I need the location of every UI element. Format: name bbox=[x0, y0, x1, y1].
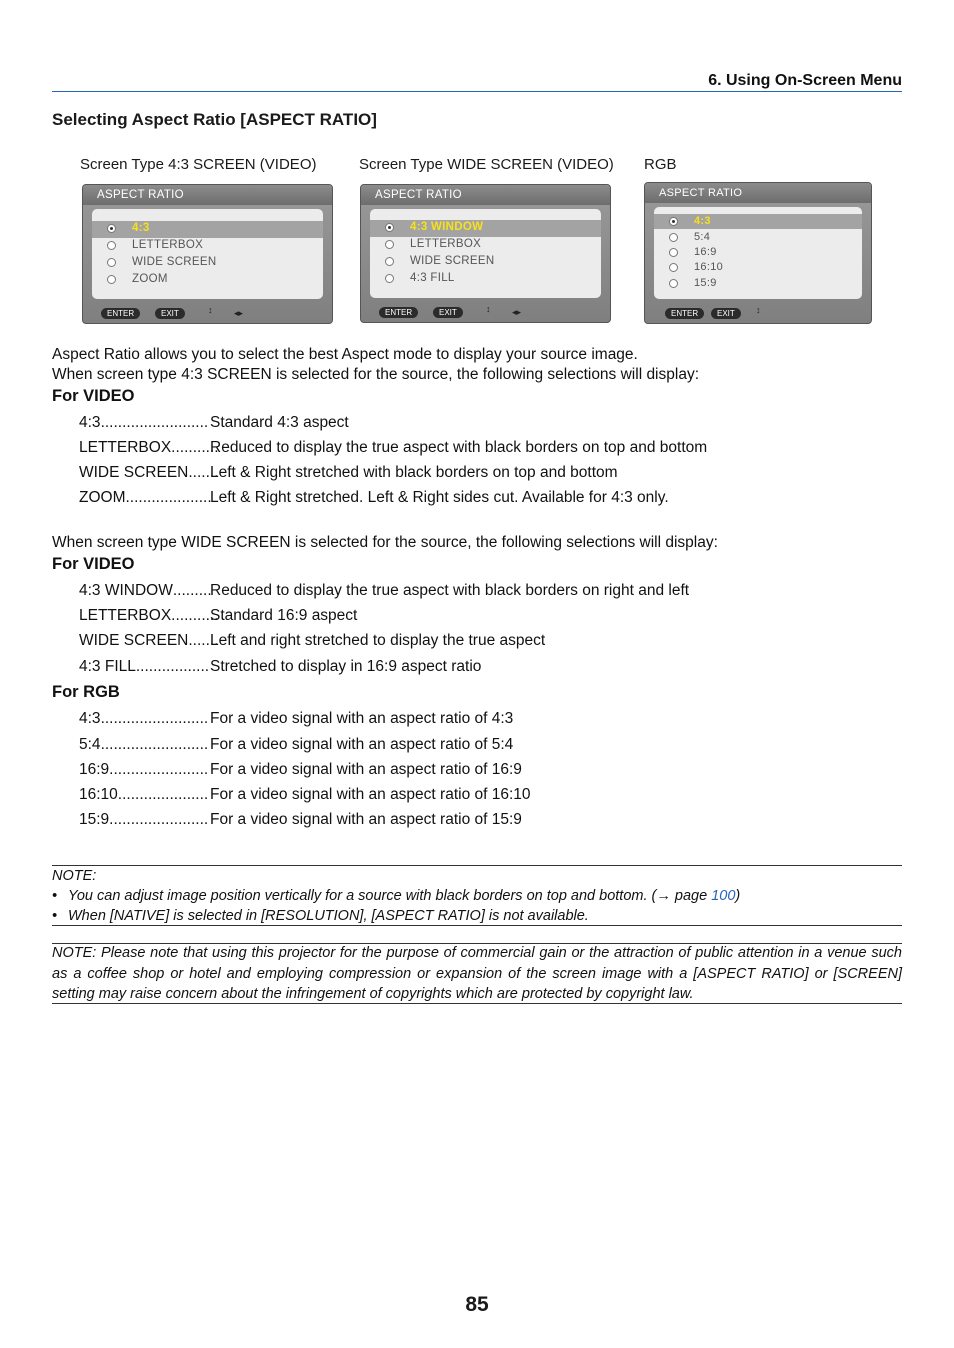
exit-button[interactable]: EXIT bbox=[433, 307, 463, 318]
intro-text: Aspect Ratio allows you to select the best Aspect mode to display your source image. bbox=[52, 346, 638, 363]
radio-icon bbox=[107, 224, 116, 233]
caption-43-screen: Screen Type 4:3 SCREEN (VIDEO) bbox=[80, 156, 317, 173]
osd-option[interactable]: LETTERBOX bbox=[370, 237, 601, 254]
osd-option[interactable]: 4:3 FILL bbox=[370, 271, 601, 288]
osd-footer bbox=[645, 305, 871, 323]
radio-icon bbox=[107, 275, 116, 284]
osd-menu-wide-screen bbox=[360, 184, 611, 323]
note2-bottom-rule bbox=[52, 1003, 902, 1004]
definition-item: 4:3 FILL................. Stretched to display in 16:9 aspect ratio bbox=[79, 658, 482, 675]
definition-item: 4:3......................... Standard 4:3 aspect bbox=[79, 414, 349, 431]
definition-item: 4:3 WINDOW......... Reduced to display the true aspect with black borders on right and left bbox=[79, 582, 690, 599]
osd-option[interactable]: 5:4 bbox=[654, 230, 862, 245]
definition-item: WIDE SCREEN....... Left and right stretched to display the true aspect bbox=[79, 632, 546, 649]
osd-menu-43-screen bbox=[82, 184, 333, 324]
definition-item: LETTERBOX........... Standard 16:9 aspect bbox=[79, 607, 358, 624]
definition-item: 5:4......................... For a video signal with an aspect ratio of 5:4 bbox=[79, 736, 514, 753]
updown-arrows-icon: ↕ bbox=[208, 305, 213, 315]
osd-option[interactable]: 4:3 bbox=[654, 214, 862, 229]
osd-option[interactable]: WIDE SCREEN bbox=[370, 254, 601, 271]
osd-option[interactable]: WIDE SCREEN bbox=[92, 255, 323, 272]
note-item: • You can adjust image position vertically for a source with black borders on top and bottom. (→ page 100) bbox=[52, 888, 741, 904]
definition-item: 16:10..................... For a video signal with an aspect ratio of 16:10 bbox=[79, 786, 531, 803]
osd-menu-rgb bbox=[644, 182, 872, 324]
radio-icon bbox=[385, 223, 394, 232]
osd-list bbox=[92, 209, 323, 299]
leftright-arrows-icon: ◂▸ bbox=[512, 307, 522, 317]
osd-title: ASPECT RATIO bbox=[83, 185, 332, 205]
osd-footer bbox=[361, 304, 610, 322]
page-number: 85 bbox=[465, 1293, 489, 1316]
enter-button[interactable]: ENTER bbox=[665, 308, 704, 319]
subheading-video: For VIDEO bbox=[52, 555, 135, 573]
definition-item: 15:9....................... For a video signal with an aspect ratio of 15:9 bbox=[79, 811, 522, 828]
definition-item: ZOOM.................... Left & Right stretched. Left & Right sides cut. Available for 4:3 only. bbox=[79, 489, 669, 506]
osd-option[interactable]: 4:3 bbox=[92, 221, 323, 238]
subheading-video: For VIDEO bbox=[52, 387, 135, 405]
note-item: • When [NATIVE] is selected in [RESOLUTION], [ASPECT RATIO] is not available. bbox=[52, 908, 589, 924]
definition-item: LETTERBOX........... Reduced to display the true aspect with black borders on top and bottom bbox=[79, 439, 708, 456]
note-label: NOTE: bbox=[52, 868, 97, 884]
radio-icon bbox=[107, 241, 116, 250]
osd-footer bbox=[83, 305, 332, 323]
exit-button[interactable]: EXIT bbox=[155, 308, 185, 319]
osd-option[interactable]: 16:10 bbox=[654, 260, 862, 275]
radio-icon bbox=[669, 263, 678, 272]
caption-wide-screen: Screen Type WIDE SCREEN (VIDEO) bbox=[359, 156, 614, 173]
header-rule bbox=[52, 91, 902, 92]
radio-icon bbox=[107, 258, 116, 267]
definition-item: 16:9....................... For a video signal with an aspect ratio of 16:9 bbox=[79, 761, 522, 778]
subheading-rgb: For RGB bbox=[52, 683, 120, 701]
radio-icon bbox=[385, 274, 394, 283]
radio-icon bbox=[669, 217, 678, 226]
page-link[interactable]: 100 bbox=[711, 888, 736, 904]
wide-intro-text: When screen type WIDE SCREEN is selected for the source, the following selections will display: bbox=[52, 534, 718, 551]
osd-option[interactable]: LETTERBOX bbox=[92, 238, 323, 255]
updown-arrows-icon: ↕ bbox=[486, 304, 491, 314]
enter-button[interactable]: ENTER bbox=[101, 308, 140, 319]
osd-option[interactable]: ZOOM bbox=[92, 272, 323, 289]
copyright-note: NOTE: Please note that using this projector for the purpose of commercial gain or the attraction of public attention in a venue such as a coffee shop or hotel and employing compression or expansion of the screen image with a [ASPECT RATIO] or [SCREEN] setting may raise concern about the infringement of copyrights which are protected by copyright law. bbox=[52, 945, 902, 1002]
updown-arrows-icon: ↕ bbox=[756, 305, 761, 315]
note-block bbox=[52, 866, 902, 926]
radio-icon bbox=[669, 248, 678, 257]
chapter-header: 6. Using On-Screen Menu bbox=[708, 72, 902, 89]
radio-icon bbox=[669, 233, 678, 242]
enter-button[interactable]: ENTER bbox=[379, 307, 418, 318]
definition-item: 4:3......................... For a video signal with an aspect ratio of 4:3 bbox=[79, 710, 514, 727]
radio-icon bbox=[385, 240, 394, 249]
leftright-arrows-icon: ◂▸ bbox=[234, 308, 244, 318]
caption-rgb: RGB bbox=[644, 156, 677, 173]
radio-icon bbox=[669, 279, 678, 288]
intro-text: When screen type 4:3 SCREEN is selected for the source, the following selections will display: bbox=[52, 366, 699, 383]
definition-item: WIDE SCREEN....... Left & Right stretched with black borders on top and bottom bbox=[79, 464, 618, 481]
osd-title: ASPECT RATIO bbox=[645, 183, 871, 203]
note-bottom-rule bbox=[52, 925, 902, 926]
osd-list bbox=[654, 207, 862, 299]
osd-option[interactable]: 15:9 bbox=[654, 276, 862, 291]
osd-option[interactable]: 16:9 bbox=[654, 245, 862, 260]
section-title: Selecting Aspect Ratio [ASPECT RATIO] bbox=[52, 110, 377, 129]
osd-title: ASPECT RATIO bbox=[361, 185, 610, 205]
exit-button[interactable]: EXIT bbox=[711, 308, 741, 319]
osd-list bbox=[370, 209, 601, 298]
osd-option[interactable]: 4:3 WINDOW bbox=[370, 220, 601, 237]
radio-icon bbox=[385, 257, 394, 266]
